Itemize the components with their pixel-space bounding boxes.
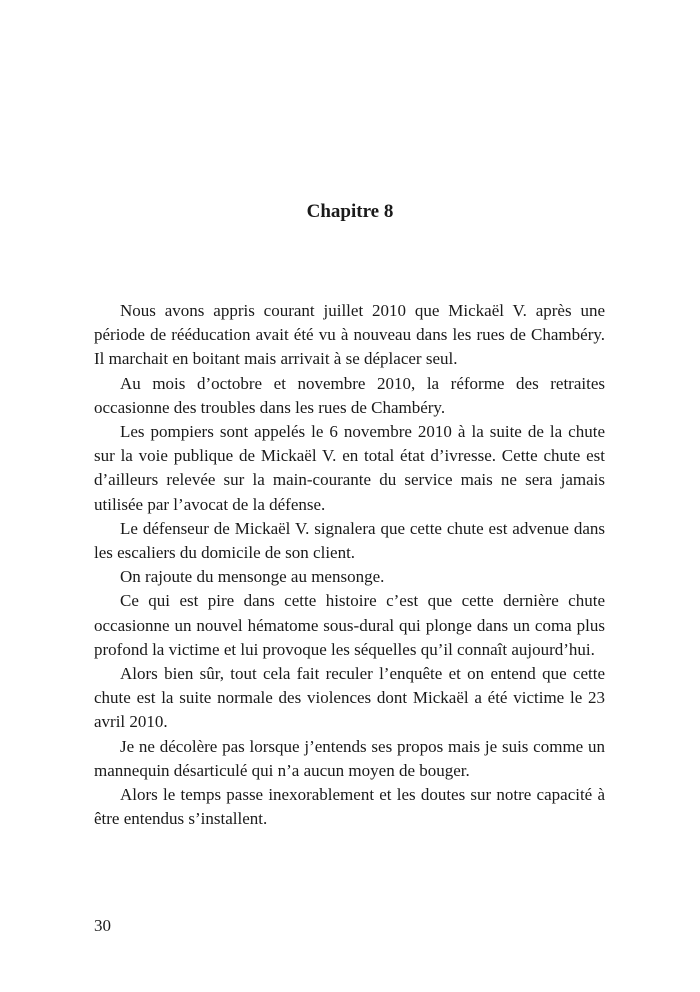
- paragraph: Alors le temps passe inexorablement et les doutes sur notre capacité à être entendus s’installent.: [94, 785, 605, 829]
- paragraph: Ce qui est pire dans cette histoire c’est que cette dernière chute occasionne un nouvel hématome sous-dural qui plonge dans un coma plus profond la victime et lui provoque les séquelles qu’il connaît aujourd’hui.: [94, 591, 605, 659]
- chapter-title: Chapitre 8: [306, 201, 394, 222]
- paragraph: Nous avons appris courant juillet 2010 que Mickaël V. après une période de rééducation avait été vu à nouveau dans les rues de Chambéry. Il marchait en boitant mais arrivait à se déplacer seul.: [94, 301, 605, 369]
- paragraph: On rajoute du mensonge au mensonge.: [120, 567, 385, 587]
- paragraph: Les pompiers sont appelés le 6 novembre 2010 à la suite de la chute sur la voie publique de Mickaël V. en total état d’ivresse. Cette chute est d’ailleurs relevée sur la main-courante du service mais ne sera jamais utilisée par l’avocat de la défense.: [94, 422, 605, 514]
- page-number: 30: [94, 916, 111, 935]
- paragraph: Je ne décolère pas lorsque j’entends ses propos mais je suis comme un mannequin désarticulé qui n’a aucun moyen de bouger.: [94, 736, 605, 780]
- paragraph: Alors bien sûr, tout cela fait reculer l’enquête et on entend que cette chute est la suite normale des violences dont Mickaël a été victime le 23 avril 2010.: [94, 664, 605, 732]
- paragraph: Au mois d’octobre et novembre 2010, la réforme des retraites occasionne des troubles dans les rues de Chambéry.: [94, 373, 605, 417]
- paragraph: Le défenseur de Mickaël V. signalera que cette chute est advenue dans les escaliers du domicile de son client.: [94, 518, 605, 563]
- body-text: [94, 299, 605, 831]
